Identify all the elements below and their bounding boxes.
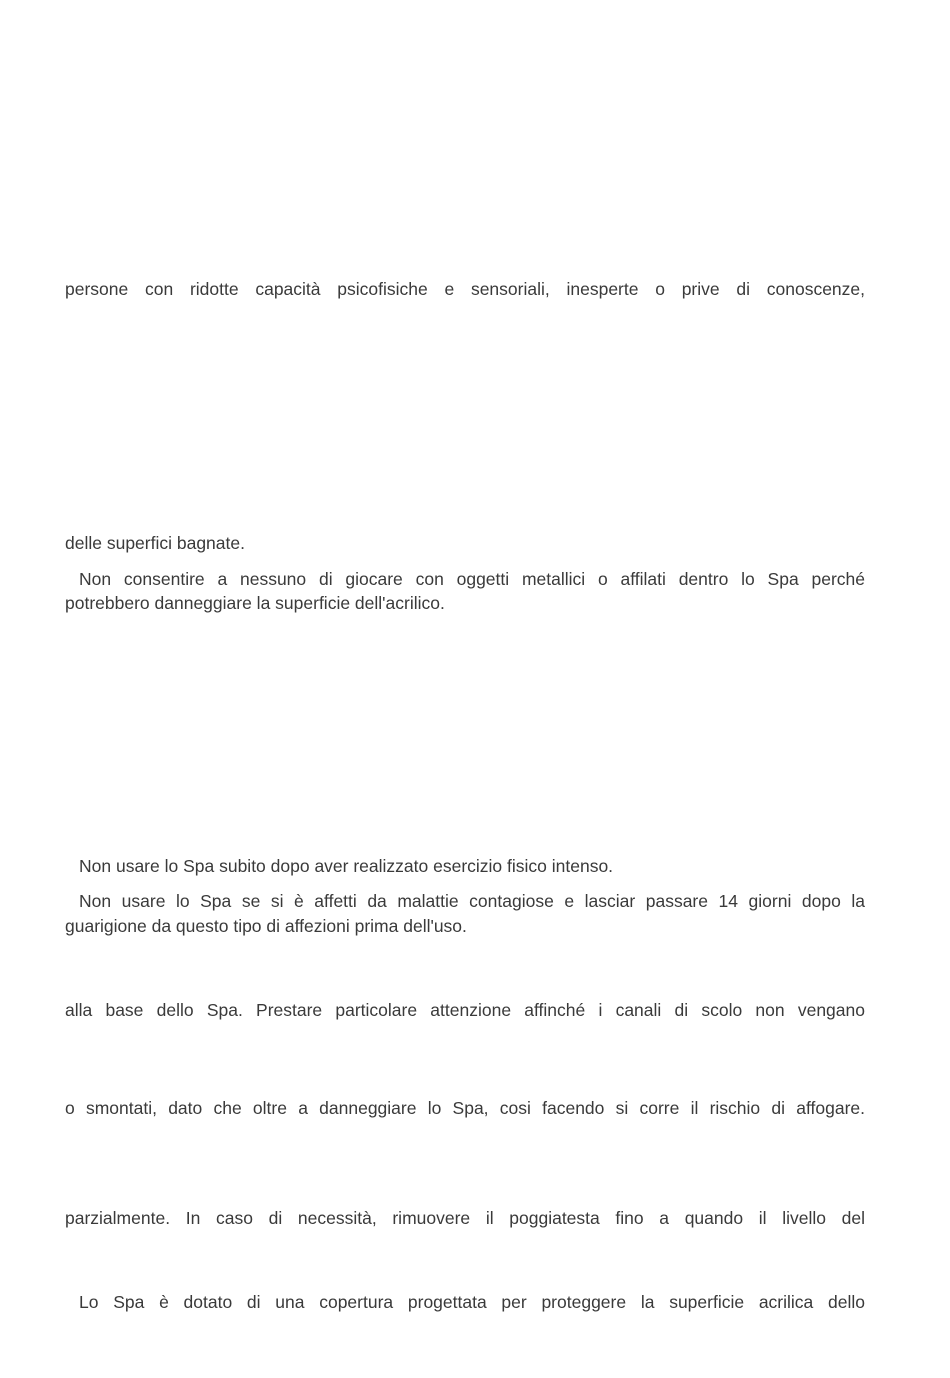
text-line-superfici: delle superfici bagnate. <box>65 533 245 553</box>
text-line-poggiatesta: parzialmente. In caso di necessità, rimuovere il poggiatesta fino a quando il livello del <box>65 1208 865 1228</box>
text-line-copertura: Lo Spa è dotato di una copertura progettata per proteggere la superficie acrilica dello <box>79 1292 865 1312</box>
text-line-persone: persone con ridotte capacità psicofisiche e sensoriali, inesperte o prive di conoscenze, <box>65 279 865 299</box>
text-line-oggetti-metallici: Non consentire a nessuno di giocare con oggetti metallici o affilati dentro lo Spa perché <box>79 569 865 589</box>
text-line-guarigione: guarigione da questo tipo di affezioni prima dell'uso. <box>65 916 467 936</box>
text-line-smontati: o smontati, dato che oltre a danneggiare lo Spa, cosi facendo si corre il rischio di affogare. <box>65 1098 865 1118</box>
text-line-esercizio-fisico: Non usare lo Spa subito dopo aver realizzato esercizio fisico intenso. <box>79 856 614 876</box>
text-line-canali-scolo: alla base dello Spa. Prestare particolare attenzione affinché i canali di scolo non vengano <box>65 1000 865 1020</box>
text-line-malattie-contagiose: Non usare lo Spa se si è affetti da malattie contagiose e lasciar passare 14 giorni dopo la <box>79 891 865 911</box>
text-line-acrilico: potrebbero danneggiare la superficie dell'acrilico. <box>65 593 445 613</box>
